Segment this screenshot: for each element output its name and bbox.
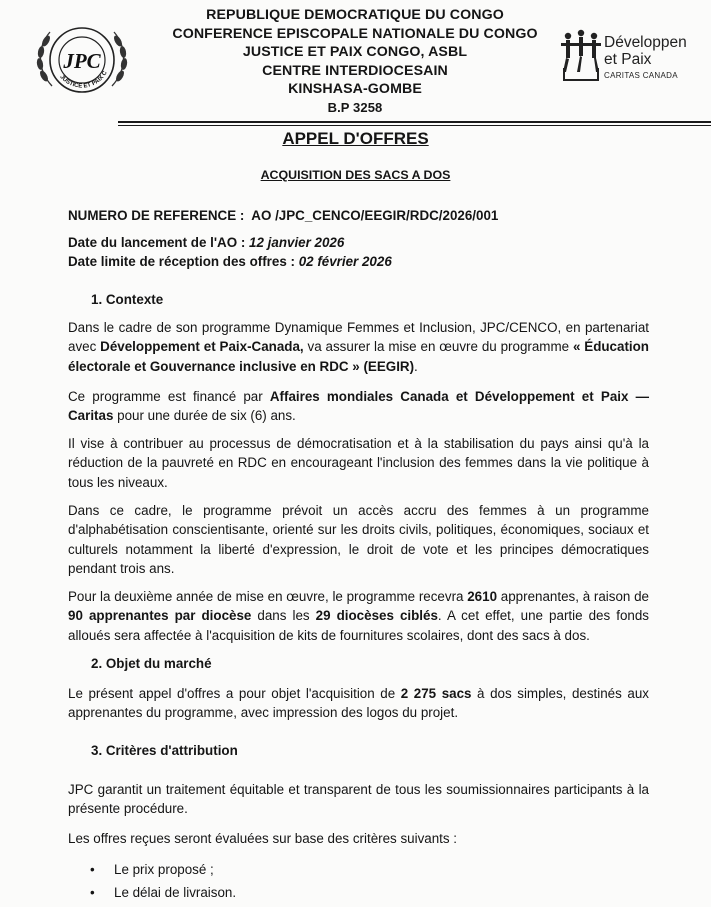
page-subtitle: ACQUISITION DES SACS A DOS bbox=[260, 168, 451, 182]
jpc-logo-ring-text: JUSTICE ET PAIX C bbox=[58, 70, 109, 90]
section-heading-context: 1. Contexte bbox=[91, 292, 164, 307]
paragraph-object: Le présent appel d'offres a pour objet l'acquisition de 2 275 sacs à dos simples, destinés aux apprenantes du programme, avec impression des logos du projet. bbox=[68, 686, 649, 721]
section-heading-criteria: 3. Critères d'attribution bbox=[91, 743, 238, 758]
launch-date: 12 janvier 2026 bbox=[249, 235, 345, 250]
header-line: JUSTICE ET PAIX CONGO, ASBL bbox=[242, 44, 468, 61]
header-line: REPUBLIQUE DEMOCRATIQUE DU CONGO bbox=[206, 7, 504, 23]
reference-value: AO /JPC_CENCO/EEGIR/RDC/2026/001 bbox=[251, 208, 499, 223]
paragraph-funding: Ce programme est financé par Affaires mondiales Canada et Développement et Paix — Caritas pour une durée de six (6) ans. bbox=[68, 389, 649, 424]
deadline-label: Date limite de réception des offres : bbox=[68, 254, 295, 269]
header-rule bbox=[118, 121, 711, 123]
launch-date-line bbox=[68, 235, 344, 250]
header-line: CENTRE INTERDIOCESAIN bbox=[262, 62, 448, 79]
paragraph-guarantee: JPC garantit un traitement équitable et transparent de tous les soumissionnaires participants à la présente procédure. bbox=[68, 782, 649, 817]
letterhead bbox=[150, 6, 560, 118]
section-heading-object: 2. Objet du marché bbox=[91, 656, 212, 671]
header-line: CONFERENCE EPISCOPALE NATIONALE DU CONGO bbox=[172, 25, 538, 42]
jpc-logo-icon bbox=[30, 16, 134, 108]
page-title: APPEL D'OFFRES bbox=[282, 129, 429, 148]
jpc-logo bbox=[30, 16, 134, 108]
launch-label: Date du lancement de l'AO : bbox=[68, 235, 246, 250]
deadline-date: 02 février 2026 bbox=[298, 254, 392, 269]
list-item: • Le délai de livraison. bbox=[90, 885, 237, 900]
people-icon bbox=[560, 28, 602, 84]
paragraph-aim: Il vise à contribuer au processus de démocratisation et à la stabilisation du pays ainsi qu'à la réduction de la pauvreté en RDC en encourageant l'inclusion des femmes dans la vie politique à tous les niveaux. bbox=[68, 436, 649, 490]
header-line: KINSHASA-GOMBE bbox=[288, 81, 422, 98]
list-item: • Le prix proposé ; bbox=[90, 862, 214, 877]
jpc-logo-text: JPC bbox=[63, 49, 101, 73]
dev-paix-logo bbox=[560, 28, 711, 88]
dev-paix-line2: et Paix bbox=[604, 51, 652, 68]
paragraph-context: Dans le cadre de son programme Dynamique Femmes et Inclusion, JPC/CENCO, en partenariat avec Développement et Paix-Canada, va assurer la mise en œuvre du programme « Éducation électorale et Gouvernance inclusive en RDC » (EEGIR). bbox=[68, 320, 649, 374]
reference-line bbox=[68, 208, 498, 223]
paragraph-second-year: Pour la deuxième année de mise en œuvre, le programme recevra 2610 apprenantes, à raison de 90 apprenantes par diocèse dans les 29 diocèses ciblés. A cet effet, une partie des fonds alloués sera affectée à l'acquisition de kits de fournitures scolaires, dont des sacs à dos. bbox=[68, 589, 650, 643]
reference-label: NUMERO DE REFERENCE : bbox=[68, 208, 245, 223]
paragraph-criteria-intro: Les offres reçues seront évaluées sur base des critères suivants : bbox=[68, 831, 458, 846]
dev-paix-line3: CARITAS CANADA bbox=[604, 71, 678, 80]
deadline-line bbox=[68, 254, 392, 269]
dev-paix-line1: Développen bbox=[604, 34, 687, 51]
paragraph-framework: Dans ce cadre, le programme prévoit un accès accru des femmes à un programme d'alphabétisation conscientisante, orienté sur les droits civils, politiques, économiques, sociaux et culturels notamment la liberté d'expression, le droit de vote et les principes démocratiques pendant trois ans. bbox=[68, 503, 649, 576]
header-bp: B.P 3258 bbox=[327, 99, 383, 115]
header-rule-thin bbox=[118, 125, 711, 126]
